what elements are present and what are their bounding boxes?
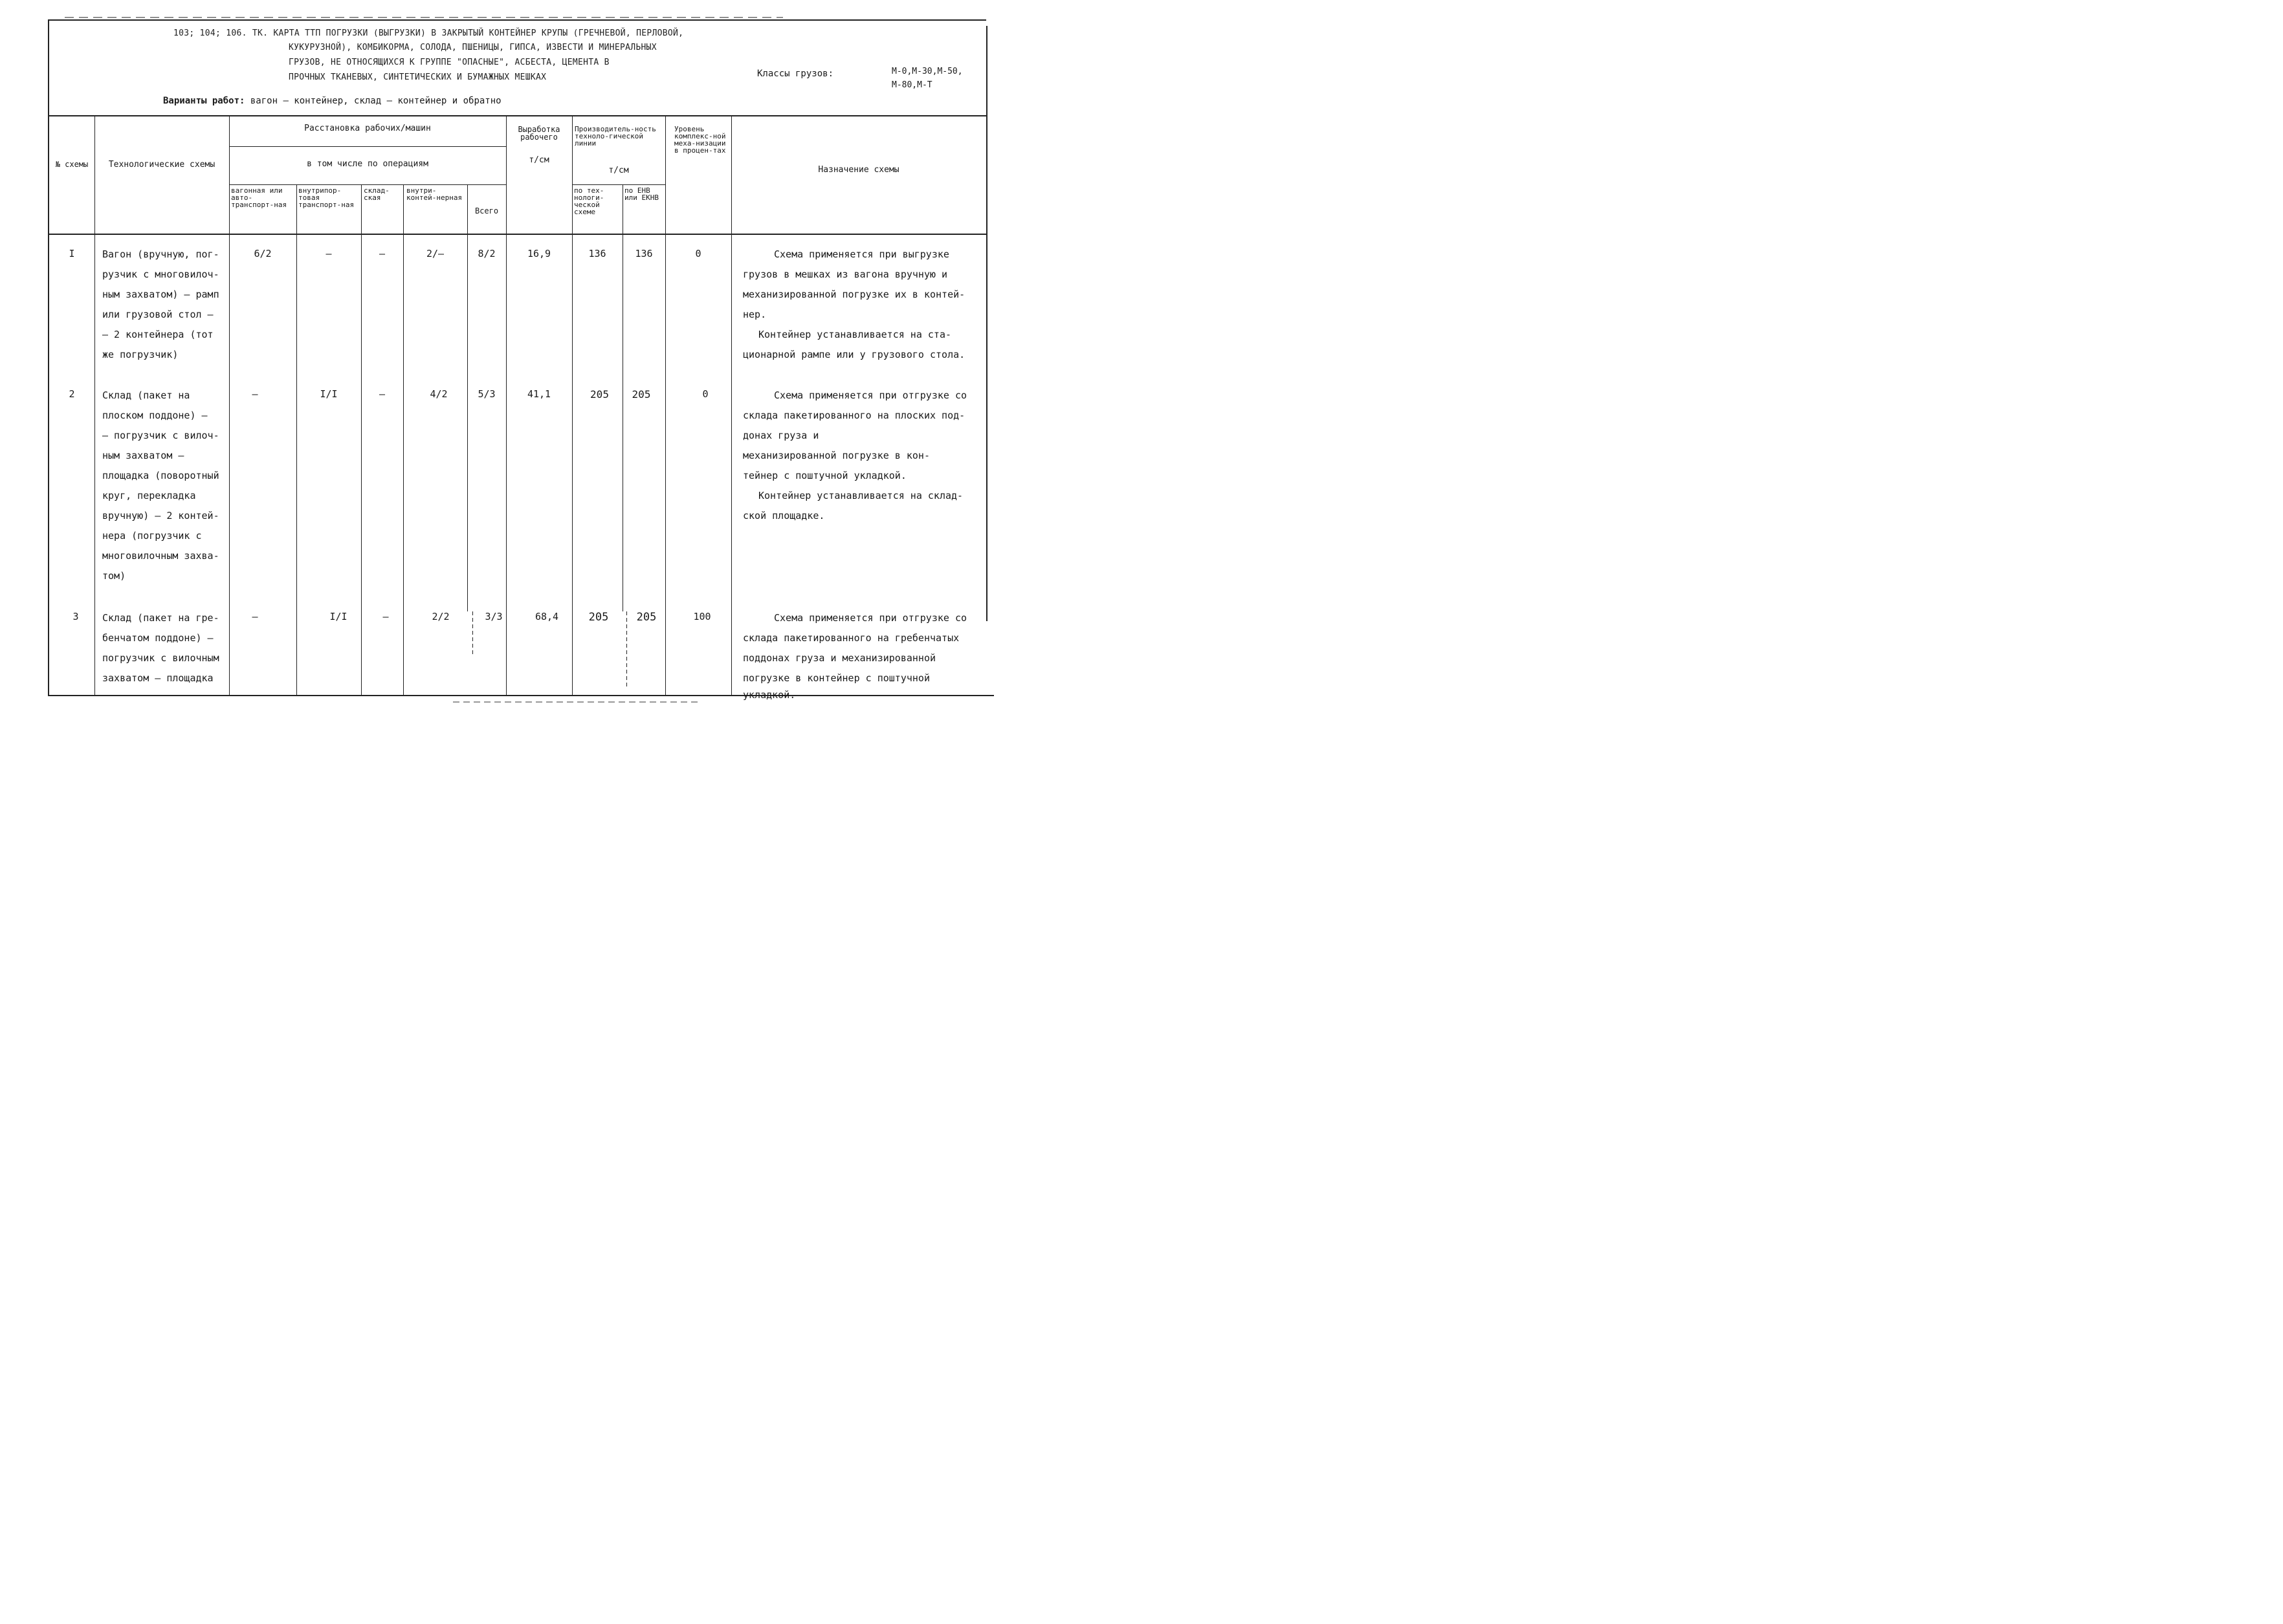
tech-line: Склад (пакет на bbox=[102, 390, 190, 401]
header-productivity: Производитель-ность техноло-гической линии bbox=[575, 125, 656, 148]
purpose-line: Схема применяется при отгрузке со bbox=[774, 390, 967, 401]
row-3-output: 68,4 bbox=[535, 611, 559, 622]
document-page bbox=[0, 0, 1015, 722]
purpose-line: Схема применяется при выгрузке bbox=[774, 248, 949, 260]
tech-line: – погрузчик с вилоч- bbox=[102, 430, 219, 441]
purpose-line: Контейнер устанавливается на склад- bbox=[758, 490, 964, 501]
header-op-inner: внутрипор-товая транспорт-ная bbox=[298, 186, 355, 209]
header-prod-norm: по ЕНВ или ЕКНВ bbox=[624, 186, 659, 202]
frame-border-top bbox=[48, 19, 986, 21]
col-line bbox=[731, 116, 732, 695]
purpose-line: нер. bbox=[743, 309, 767, 320]
row-2-op-container: 4/2 bbox=[430, 388, 448, 400]
tech-line: ным захватом) – рамп bbox=[102, 289, 219, 300]
row-3-op-total: 3/3 bbox=[485, 611, 503, 622]
tech-line: круг, перекладка bbox=[102, 490, 196, 501]
header-mech-level: Уровень комплекс-ной меха-низации в процен-тах bbox=[674, 125, 726, 155]
row-2-op-warehouse: – bbox=[379, 388, 386, 400]
work-variants-label: Варианты работ: bbox=[163, 96, 245, 106]
tech-line: том) bbox=[102, 570, 126, 582]
cargo-classes-label: Классы грузов: bbox=[757, 69, 834, 79]
row-1-op-container: 2/– bbox=[426, 248, 445, 259]
tech-line: же погрузчик) bbox=[102, 349, 179, 360]
tech-line: нера (погрузчик с bbox=[102, 530, 202, 542]
col-line bbox=[665, 116, 666, 695]
row-3-purpose bbox=[743, 608, 984, 701]
purpose-line: механизированной погрузке в кон- bbox=[743, 450, 930, 461]
purpose-line: укладкой. bbox=[743, 689, 796, 701]
purpose-line: Схема применяется при отгрузке со bbox=[774, 612, 967, 624]
row-1-prod-tech: 136 bbox=[588, 248, 606, 259]
tech-line: или грузовой стол – bbox=[102, 309, 214, 320]
document-title-line-1: 103; 104; 106. ТК. КАРТА ТТП ПОГРУЗКИ (ВЫГРУЗКИ) В ЗАКРЫТЫЙ КОНТЕЙНЕР КРУПЫ (ГРЕЧНЕВОЙ, ПЕРЛОВОЙ, bbox=[173, 28, 684, 38]
row-1-op-inner: – bbox=[325, 248, 332, 259]
tech-line: вручную) – 2 контей- bbox=[102, 510, 219, 521]
row-2-op-wagon: – bbox=[252, 388, 258, 400]
tech-line: рузчик с многовилоч- bbox=[102, 269, 219, 280]
purpose-line: поддонах груза и механизированной bbox=[743, 652, 936, 664]
frame-border-left bbox=[48, 19, 49, 696]
row-3-op-inner: I/I bbox=[329, 611, 347, 622]
row-3-scheme-no: 3 bbox=[72, 611, 79, 622]
document-title-line-2: КУКУРУЗНОЙ), КОМБИКОРМА, СОЛОДА, ПШЕНИЦЫ, ГИПСА, ИЗВЕСТИ И МИНЕРАЛЬНЫХ bbox=[289, 43, 657, 52]
header-prod-tech: по тех-нологи-ческой схеме bbox=[574, 186, 604, 216]
header-placement: Расстановка рабочих/машин bbox=[304, 124, 431, 133]
header-op-warehouse: склад-ская bbox=[364, 186, 390, 202]
row-2-scheme-no: 2 bbox=[69, 388, 75, 400]
row-2-prod-tech: 205 bbox=[590, 388, 609, 401]
row-3-op-container: 2/2 bbox=[432, 611, 450, 622]
purpose-line: склада пакетированного на плоских под- bbox=[743, 410, 965, 421]
document-title-line-4: ПРОЧНЫХ ТКАНЕВЫХ, СИНТЕТИЧЕСКИХ И БУМАЖНЫХ МЕШКАХ bbox=[289, 72, 547, 82]
tech-line: захватом – площадка bbox=[102, 672, 214, 684]
row-1-tech-scheme bbox=[102, 245, 229, 365]
row-3-prod-tech: 205 bbox=[588, 611, 609, 624]
document-title-line-3: ГРУЗОВ, НЕ ОТНОСЯЩИХСЯ К ГРУППЕ "ОПАСНЫЕ", АСБЕСТА, ЦЕМЕНТА В bbox=[289, 58, 610, 67]
tech-line: плоском поддоне) – bbox=[102, 410, 208, 421]
row-2-prod-norm: 205 bbox=[632, 388, 651, 401]
header-row-line bbox=[229, 184, 506, 185]
header-separator bbox=[48, 115, 987, 116]
col-line bbox=[229, 116, 230, 695]
purpose-line: склада пакетированного на гребенчатых bbox=[743, 632, 960, 644]
header-tech-schemes: Технологические схемы bbox=[108, 160, 215, 170]
row-1-op-total: 8/2 bbox=[478, 248, 496, 259]
tech-line: Вагон (вручную, пог- bbox=[102, 248, 219, 260]
row-2-op-inner: I/I bbox=[320, 388, 338, 400]
row-2-op-total: 5/3 bbox=[478, 388, 496, 400]
row-2-output: 41,1 bbox=[527, 388, 551, 400]
tech-line: многовилочным захва- bbox=[102, 550, 219, 562]
row-1-scheme-no: I bbox=[69, 248, 75, 259]
row-1-mech-level: 0 bbox=[695, 248, 701, 259]
col-line bbox=[506, 116, 507, 695]
header-by-operations: в том числе по операциям bbox=[307, 159, 428, 169]
header-op-container: внутри-контей-нерная bbox=[406, 186, 463, 202]
header-row-line bbox=[572, 184, 665, 185]
tech-line: – 2 контейнера (тот bbox=[102, 329, 214, 340]
row-3-tech-scheme bbox=[102, 608, 229, 688]
header-op-wagon: вагонная или авто-транспорт-ная bbox=[231, 186, 287, 209]
row-3-op-warehouse: – bbox=[382, 611, 389, 622]
tech-line: бенчатом поддоне) – bbox=[102, 632, 214, 644]
tech-line: Склад (пакет на гре- bbox=[102, 612, 219, 624]
row-1-op-warehouse: – bbox=[379, 248, 386, 259]
purpose-line: тейнер с поштучной укладкой. bbox=[743, 470, 907, 481]
scan-artifact-bottom bbox=[453, 701, 699, 703]
header-row-line bbox=[229, 146, 506, 147]
row-1-prod-norm: 136 bbox=[635, 248, 653, 259]
tech-line: площадка (поворотный bbox=[102, 470, 219, 481]
scan-artifact-top bbox=[65, 17, 783, 18]
row-1-output: 16,9 bbox=[527, 248, 551, 259]
col-line bbox=[572, 116, 573, 695]
header-output: Выработка рабочего bbox=[518, 125, 560, 142]
header-op-total: Всего bbox=[474, 206, 499, 215]
header-scheme-no: № схемы bbox=[55, 160, 89, 169]
purpose-line: погрузке в контейнер с поштучной bbox=[743, 672, 930, 684]
row-2-purpose bbox=[743, 386, 984, 526]
row-1-purpose bbox=[743, 245, 984, 365]
row-3-mech-level: 100 bbox=[693, 611, 711, 622]
header-productivity-unit: т/см bbox=[608, 166, 629, 175]
row-1-op-wagon: 6/2 bbox=[254, 248, 272, 259]
row-3-op-wagon: – bbox=[252, 611, 258, 622]
col-line bbox=[94, 116, 95, 695]
purpose-line: Контейнер устанавливается на ста- bbox=[758, 329, 952, 340]
purpose-line: механизированной погрузке их в контей- bbox=[743, 289, 965, 300]
tech-line: ным захватом – bbox=[102, 450, 184, 461]
row-2-mech-level: 0 bbox=[702, 388, 709, 400]
cargo-classes-value: М-0,М-30,М-50, М-80,М-Т bbox=[892, 67, 963, 90]
header-output-unit: т/см bbox=[529, 155, 549, 165]
table-header-separator bbox=[48, 234, 987, 235]
work-variants bbox=[163, 96, 502, 106]
purpose-line: грузов в мешках из вагона вручную и bbox=[743, 269, 948, 280]
purpose-line: донах груза и bbox=[743, 430, 819, 441]
row-2-tech-scheme bbox=[102, 386, 229, 586]
header-purpose: Назначение схемы bbox=[818, 165, 899, 175]
purpose-line: ской площадке. bbox=[743, 510, 825, 521]
work-variants-value: вагон – контейнер, склад – контейнер и обратно bbox=[250, 96, 502, 106]
tech-line: погрузчик с вилочным bbox=[102, 652, 219, 664]
purpose-line: ционарной рампе или у грузового стола. bbox=[743, 349, 965, 360]
row-3-prod-norm: 205 bbox=[636, 611, 657, 624]
